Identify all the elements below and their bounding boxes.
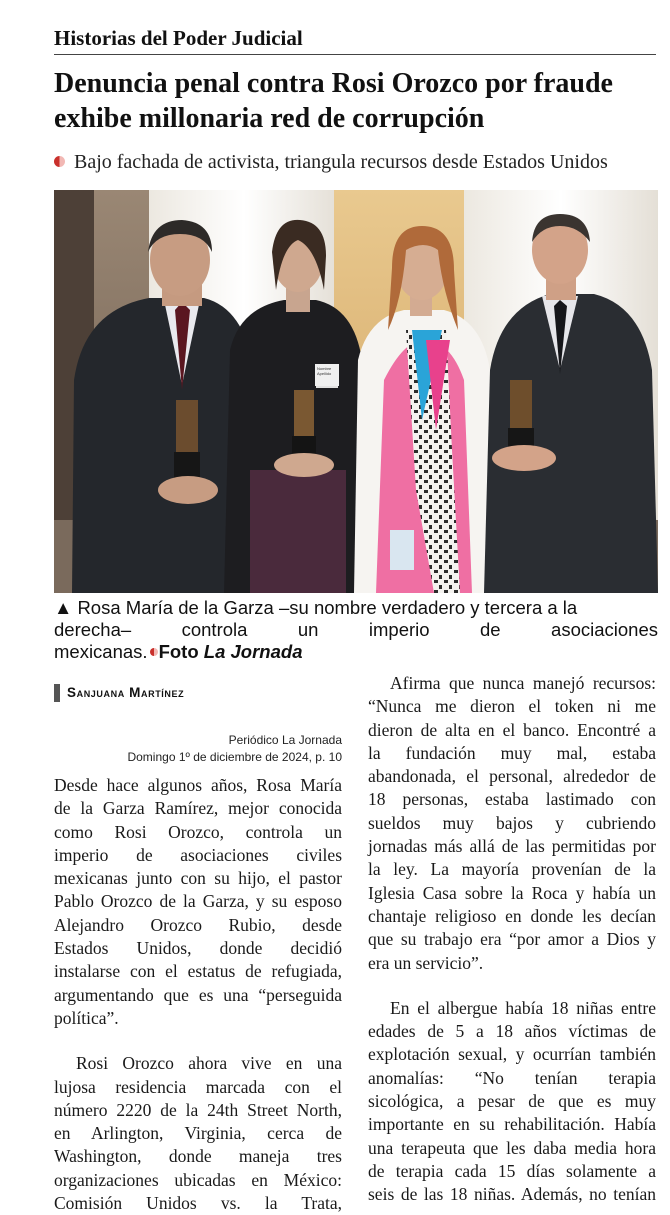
- bullet-icon: [150, 648, 158, 656]
- source-info: [127, 732, 342, 766]
- caption-line-2: derecha– controla un imperio de asociaciones: [54, 619, 658, 640]
- text-line: sicológica, a pesar de que es muy: [368, 1091, 656, 1112]
- subheadline-text: Bajo fachada de activista, triangula recursos desde Estados Unidos: [74, 151, 608, 173]
- text-line: organizaciones ubicadas en México:: [54, 1169, 342, 1190]
- text-line: de la Garza Ramírez, mejor conocida: [54, 798, 342, 819]
- text-line: la ley. La mayoría provenían de la: [368, 859, 656, 880]
- text-line: En el albergue había 18 niñas entre: [390, 997, 656, 1018]
- text-line: Comisión Unidos vs. la Trata,: [54, 1193, 342, 1214]
- subheadline: [54, 151, 659, 179]
- text-line: era un servicio”.: [368, 952, 484, 973]
- text-line: sueldos muy bajos y cubriendo: [368, 812, 656, 833]
- text-line: jornadas más allá de las permitidas por: [368, 836, 656, 857]
- text-line: Alejandro Orozco Rubio, desde: [54, 914, 342, 935]
- text-line: imperio de asociaciones civiles: [54, 844, 342, 865]
- text-line: lujosa residencia marcada con el: [54, 1076, 342, 1097]
- credit-label: Foto: [158, 641, 199, 662]
- text-line: instalarse con el estatus de refugiada,: [54, 961, 342, 982]
- source-paper: Periódico La Jornada: [228, 733, 342, 747]
- news-photo: [54, 190, 658, 593]
- text-line: edades de 5 a 18 años víctimas de: [368, 1021, 656, 1042]
- text-line: la fundación muy mal, estaba: [368, 742, 656, 763]
- text-line: de terapia cada 15 días solamente a: [368, 1160, 656, 1181]
- credit-source: La Jornada: [203, 641, 303, 662]
- text-line: explotación sexual, y ocurrían también: [368, 1044, 656, 1065]
- text-line: chantaje religioso en donde les decían: [368, 905, 656, 926]
- text-line: en Arlington, Virginia, cerca de: [54, 1123, 342, 1144]
- article-column-left: [54, 774, 342, 1215]
- author-name: Sanjuana Martínez: [67, 685, 185, 700]
- section-header: [54, 24, 656, 55]
- text-line: anomalías: “No tenían terapia: [368, 1067, 656, 1088]
- text-line: política”.: [54, 1007, 119, 1028]
- name-badge: Nombre Apellido: [315, 364, 339, 386]
- text-line: Estados Unidos, donde decidió: [54, 938, 342, 959]
- text-line: Rosi Orozco ahora vive en una: [76, 1053, 342, 1074]
- headline: [54, 66, 659, 136]
- source-date: Domingo 1º de diciembre de 2024, p. 10: [127, 750, 342, 764]
- text-line: Washington, donde maneja tres: [54, 1146, 342, 1167]
- text-line: argumentando que es una “perseguida: [54, 984, 342, 1005]
- text-line: una terapeuta que les daba media hora: [368, 1137, 656, 1158]
- bullet-icon: [54, 156, 65, 167]
- photo-caption: [54, 597, 658, 663]
- headline-line-2: exhibe millonaria red de corrupción: [54, 103, 485, 134]
- text-line: abandonada, el personal, alrededor de: [368, 766, 656, 787]
- byline-bar-marker: [54, 684, 60, 702]
- headline-line-1: Denuncia penal contra Rosi Orozco por fraude: [54, 68, 613, 99]
- text-line: dieron de alta en el banco. Encontré a: [368, 719, 656, 740]
- text-line: importante en su rehabilitación. Había: [368, 1114, 656, 1135]
- text-line: que su trabajo era “por amor a Dios y: [368, 929, 656, 950]
- text-line: como Rosi Orozco, controla un: [54, 821, 342, 842]
- text-line: “Nunca me dieron el token ni me: [368, 696, 656, 717]
- text-line: Pablo Orozco de la Garza, y su esposo: [54, 891, 342, 912]
- caption-end-text: mexicanas.: [54, 641, 148, 662]
- byline: [54, 684, 338, 702]
- photo-credit: [159, 641, 303, 662]
- text-line: Iglesia Casa sobre la Roca y había un: [368, 882, 656, 903]
- caption-line-3: [54, 641, 658, 663]
- text-line: Afirma que nunca manejó recursos:: [390, 673, 656, 693]
- text-line: número 2220 de la 24th Street North,: [54, 1099, 342, 1120]
- text-line: mexicanas junto con su hijo, el pastor: [54, 868, 342, 889]
- section-title: Historias del Poder Judicial: [54, 26, 303, 50]
- text-line: seis de las 18 niñas. Además, no tenían: [368, 1184, 656, 1205]
- text-line: Desde hace algunos años, Rosa María: [54, 775, 342, 795]
- photo-illustration: [54, 190, 658, 593]
- text-line: 18 personas, estaba lastimado con: [368, 789, 656, 810]
- caption-line-1: ▲ Rosa María de la Garza –su nombre verdadero y tercera a la: [54, 597, 578, 618]
- article-column-right: [368, 672, 656, 1207]
